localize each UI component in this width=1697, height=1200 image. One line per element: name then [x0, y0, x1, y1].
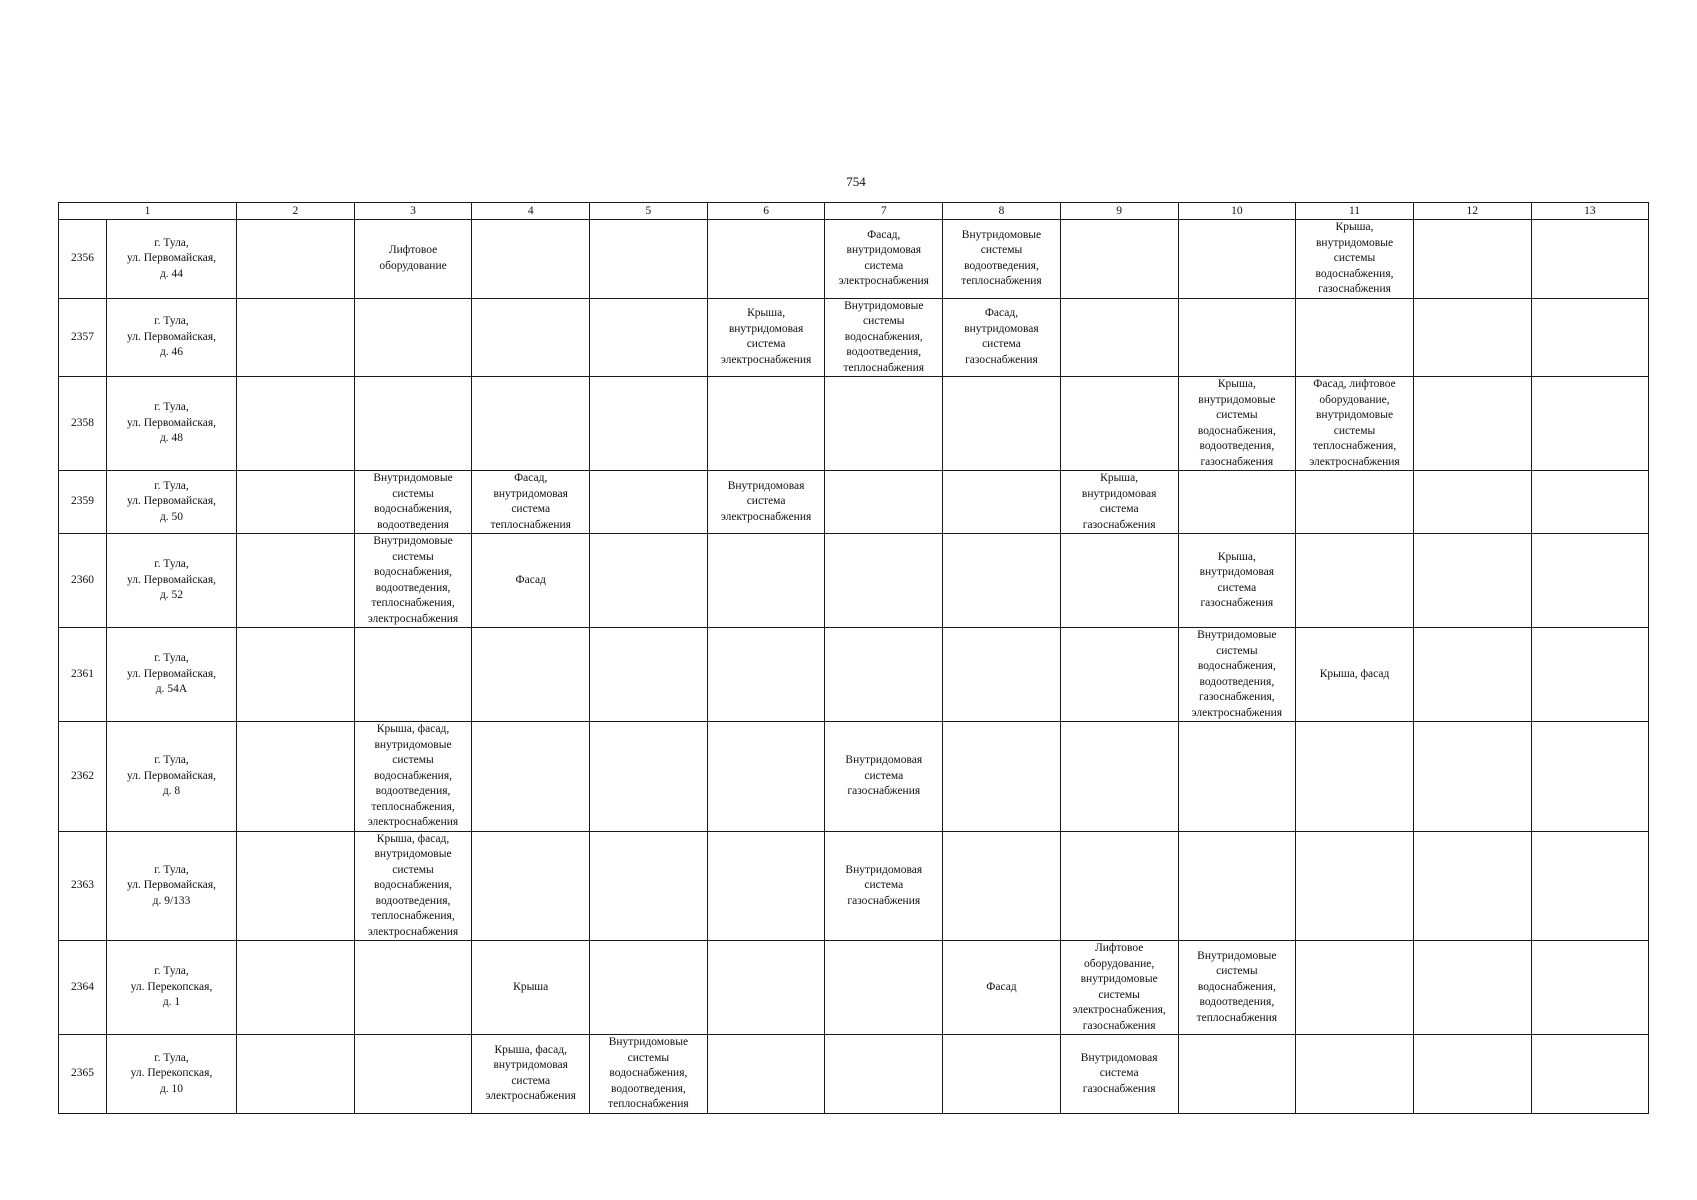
work-cell-col-7: [825, 377, 943, 471]
work-cell-col-12: [1413, 534, 1531, 628]
work-cell-col-5: [590, 722, 708, 832]
work-cell-col-12: [1413, 628, 1531, 722]
work-cell-col-11: [1296, 1035, 1414, 1114]
repair-schedule-table: [58, 202, 1649, 1114]
address-cell: г. Тула, ул. Перекопская, д. 1: [107, 941, 237, 1035]
work-cell-col-5: [590, 941, 708, 1035]
work-cell-col-7: [825, 534, 943, 628]
address-cell: г. Тула, ул. Первомайская, д. 52: [107, 534, 237, 628]
work-cell-col-3: Лифтовое оборудование: [354, 220, 472, 299]
row-number: 2364: [59, 941, 107, 1035]
row-number: 2361: [59, 628, 107, 722]
work-cell-col-6: [707, 1035, 825, 1114]
work-cell-col-12: [1413, 220, 1531, 299]
work-cell-col-10: Внутридомовые системы водоснабжения, водоотведения, газоснабжения, электроснабжения: [1178, 628, 1296, 722]
work-cell-col-13: [1531, 722, 1649, 832]
row-number: 2365: [59, 1035, 107, 1114]
work-cell-col-9: Внутридомовая система газоснабжения: [1060, 1035, 1178, 1114]
column-header-2: 2: [237, 203, 355, 220]
address-cell: г. Тула, ул. Первомайская, д. 44: [107, 220, 237, 299]
table-row: [59, 941, 1649, 1035]
work-cell-col-2: [237, 722, 355, 832]
row-number: 2359: [59, 471, 107, 534]
work-cell-col-3: Внутридомовые системы водоснабжения, водоотведения, теплоснабжения, электроснабжения: [354, 534, 472, 628]
work-cell-col-2: [237, 471, 355, 534]
work-cell-col-6: [707, 628, 825, 722]
work-cell-col-11: [1296, 298, 1414, 377]
work-cell-col-13: [1531, 1035, 1649, 1114]
work-cell-col-12: [1413, 941, 1531, 1035]
table-body: [59, 220, 1649, 1114]
work-cell-col-8: Фасад: [943, 941, 1061, 1035]
column-header-13: 13: [1531, 203, 1649, 220]
table-row: [59, 534, 1649, 628]
column-header-12: 12: [1413, 203, 1531, 220]
work-cell-col-2: [237, 1035, 355, 1114]
work-cell-col-7: Внутридомовая система газоснабжения: [825, 722, 943, 832]
work-cell-col-7: [825, 1035, 943, 1114]
work-cell-col-11: [1296, 722, 1414, 832]
work-cell-col-13: [1531, 471, 1649, 534]
work-cell-col-4: [472, 298, 590, 377]
work-cell-col-4: [472, 722, 590, 832]
work-cell-col-5: [590, 377, 708, 471]
column-header-8: 8: [943, 203, 1061, 220]
work-cell-col-2: [237, 831, 355, 941]
work-cell-col-2: [237, 377, 355, 471]
header-row: [59, 203, 1649, 220]
work-cell-col-3: [354, 628, 472, 722]
work-cell-col-8: [943, 471, 1061, 534]
work-cell-col-3: Внутридомовые системы водоснабжения, водоотведения: [354, 471, 472, 534]
work-cell-col-6: Крыша, внутридомовая система электроснабжения: [707, 298, 825, 377]
work-cell-col-10: Крыша, внутридомовая система газоснабжения: [1178, 534, 1296, 628]
work-cell-col-8: [943, 722, 1061, 832]
work-cell-col-2: [237, 534, 355, 628]
address-cell: г. Тула, ул. Перекопская, д. 10: [107, 1035, 237, 1114]
work-cell-col-9: [1060, 298, 1178, 377]
work-cell-col-12: [1413, 831, 1531, 941]
table-row: [59, 377, 1649, 471]
work-cell-col-3: [354, 377, 472, 471]
address-cell: г. Тула, ул. Первомайская, д. 8: [107, 722, 237, 832]
work-cell-col-12: [1413, 471, 1531, 534]
work-cell-col-11: Крыша, фасад: [1296, 628, 1414, 722]
work-cell-col-11: [1296, 471, 1414, 534]
work-cell-col-13: [1531, 628, 1649, 722]
row-number: 2360: [59, 534, 107, 628]
work-cell-col-3: [354, 298, 472, 377]
work-cell-col-13: [1531, 941, 1649, 1035]
work-cell-col-7: [825, 941, 943, 1035]
column-header-11: 11: [1296, 203, 1414, 220]
address-cell: г. Тула, ул. Первомайская, д. 46: [107, 298, 237, 377]
work-cell-col-3: [354, 1035, 472, 1114]
work-cell-col-6: [707, 220, 825, 299]
address-cell: г. Тула, ул. Первомайская, д. 50: [107, 471, 237, 534]
row-number: 2362: [59, 722, 107, 832]
work-cell-col-5: [590, 471, 708, 534]
work-cell-col-11: [1296, 831, 1414, 941]
page-number: 754: [846, 174, 866, 189]
work-cell-col-12: [1413, 722, 1531, 832]
work-cell-col-8: [943, 831, 1061, 941]
work-cell-col-9: [1060, 377, 1178, 471]
work-cell-col-13: [1531, 298, 1649, 377]
work-cell-col-8: [943, 377, 1061, 471]
column-header-7: 7: [825, 203, 943, 220]
work-cell-col-2: [237, 941, 355, 1035]
address-cell: г. Тула, ул. Первомайская, д. 9/133: [107, 831, 237, 941]
work-cell-col-9: [1060, 831, 1178, 941]
work-cell-col-9: [1060, 628, 1178, 722]
work-cell-col-5: [590, 831, 708, 941]
row-number: 2356: [59, 220, 107, 299]
work-cell-col-8: [943, 628, 1061, 722]
work-cell-col-10: [1178, 831, 1296, 941]
row-number: 2363: [59, 831, 107, 941]
work-cell-col-4: [472, 377, 590, 471]
column-header-1: 1: [59, 203, 237, 220]
work-cell-col-4: Крыша, фасад, внутридомовая система электроснабжения: [472, 1035, 590, 1114]
work-cell-col-2: [237, 298, 355, 377]
work-cell-col-7: [825, 471, 943, 534]
work-cell-col-7: Внутридомовая система газоснабжения: [825, 831, 943, 941]
row-number: 2357: [59, 298, 107, 377]
work-cell-col-11: [1296, 941, 1414, 1035]
work-cell-col-3: [354, 941, 472, 1035]
table-row: [59, 628, 1649, 722]
work-cell-col-6: Внутридомовая система электроснабжения: [707, 471, 825, 534]
work-cell-col-12: [1413, 377, 1531, 471]
work-cell-col-10: [1178, 471, 1296, 534]
work-cell-col-6: [707, 722, 825, 832]
work-cell-col-8: Фасад, внутридомовая система газоснабжения: [943, 298, 1061, 377]
work-cell-col-8: [943, 1035, 1061, 1114]
work-cell-col-8: [943, 534, 1061, 628]
column-header-10: 10: [1178, 203, 1296, 220]
work-cell-col-7: [825, 628, 943, 722]
work-cell-col-3: Крыша, фасад, внутридомовые системы водоснабжения, водоотведения, теплоснабжения, электроснабжения: [354, 722, 472, 832]
row-number: 2358: [59, 377, 107, 471]
work-cell-col-11: Фасад, лифтовое оборудование, внутридомовые системы теплоснабжения, электроснабжения: [1296, 377, 1414, 471]
work-cell-col-10: [1178, 220, 1296, 299]
table-row: [59, 1035, 1649, 1114]
work-cell-col-6: [707, 941, 825, 1035]
work-cell-col-5: Внутридомовые системы водоснабжения, водоотведения, теплоснабжения: [590, 1035, 708, 1114]
column-header-9: 9: [1060, 203, 1178, 220]
work-cell-col-9: [1060, 722, 1178, 832]
table-row: [59, 298, 1649, 377]
work-cell-col-9: [1060, 220, 1178, 299]
table-row: [59, 722, 1649, 832]
work-cell-col-4: [472, 628, 590, 722]
work-cell-col-12: [1413, 1035, 1531, 1114]
column-header-4: 4: [472, 203, 590, 220]
work-cell-col-4: Крыша: [472, 941, 590, 1035]
work-cell-col-3: Крыша, фасад, внутридомовые системы водоснабжения, водоотведения, теплоснабжения, электроснабжения: [354, 831, 472, 941]
address-cell: г. Тула, ул. Первомайская, д. 48: [107, 377, 237, 471]
work-cell-col-5: [590, 628, 708, 722]
work-cell-col-9: Лифтовое оборудование, внутридомовые системы электроснабжения, газоснабжения: [1060, 941, 1178, 1035]
column-header-3: 3: [354, 203, 472, 220]
work-cell-col-7: Внутридомовые системы водоснабжения, водоотведения, теплоснабжения: [825, 298, 943, 377]
work-cell-col-4: Фасад, внутридомовая система теплоснабжения: [472, 471, 590, 534]
work-cell-col-6: [707, 377, 825, 471]
work-cell-col-2: [237, 628, 355, 722]
work-cell-col-9: [1060, 534, 1178, 628]
table-row: [59, 471, 1649, 534]
work-cell-col-13: [1531, 534, 1649, 628]
work-cell-col-4: Фасад: [472, 534, 590, 628]
work-cell-col-10: Крыша, внутридомовые системы водоснабжения, водоотведения, газоснабжения: [1178, 377, 1296, 471]
table-row: [59, 831, 1649, 941]
column-header-5: 5: [590, 203, 708, 220]
work-cell-col-9: Крыша, внутридомовая система газоснабжения: [1060, 471, 1178, 534]
table-row: [59, 220, 1649, 299]
work-cell-col-10: [1178, 298, 1296, 377]
work-cell-col-10: [1178, 722, 1296, 832]
column-header-6: 6: [707, 203, 825, 220]
work-cell-col-4: [472, 831, 590, 941]
work-cell-col-8: Внутридомовые системы водоотведения, теплоснабжения: [943, 220, 1061, 299]
work-cell-col-10: [1178, 1035, 1296, 1114]
work-cell-col-6: [707, 534, 825, 628]
work-cell-col-5: [590, 298, 708, 377]
work-cell-col-12: [1413, 298, 1531, 377]
work-cell-col-7: Фасад, внутридомовая система электроснабжения: [825, 220, 943, 299]
work-cell-col-13: [1531, 220, 1649, 299]
work-cell-col-13: [1531, 831, 1649, 941]
work-cell-col-11: [1296, 534, 1414, 628]
work-cell-col-5: [590, 534, 708, 628]
work-cell-col-6: [707, 831, 825, 941]
work-cell-col-10: Внутридомовые системы водоснабжения, водоотведения, теплоснабжения: [1178, 941, 1296, 1035]
work-cell-col-2: [237, 220, 355, 299]
work-cell-col-13: [1531, 377, 1649, 471]
address-cell: г. Тула, ул. Первомайская, д. 54А: [107, 628, 237, 722]
work-cell-col-11: Крыша, внутридомовые системы водоснабжения, газоснабжения: [1296, 220, 1414, 299]
work-cell-col-5: [590, 220, 708, 299]
work-cell-col-4: [472, 220, 590, 299]
